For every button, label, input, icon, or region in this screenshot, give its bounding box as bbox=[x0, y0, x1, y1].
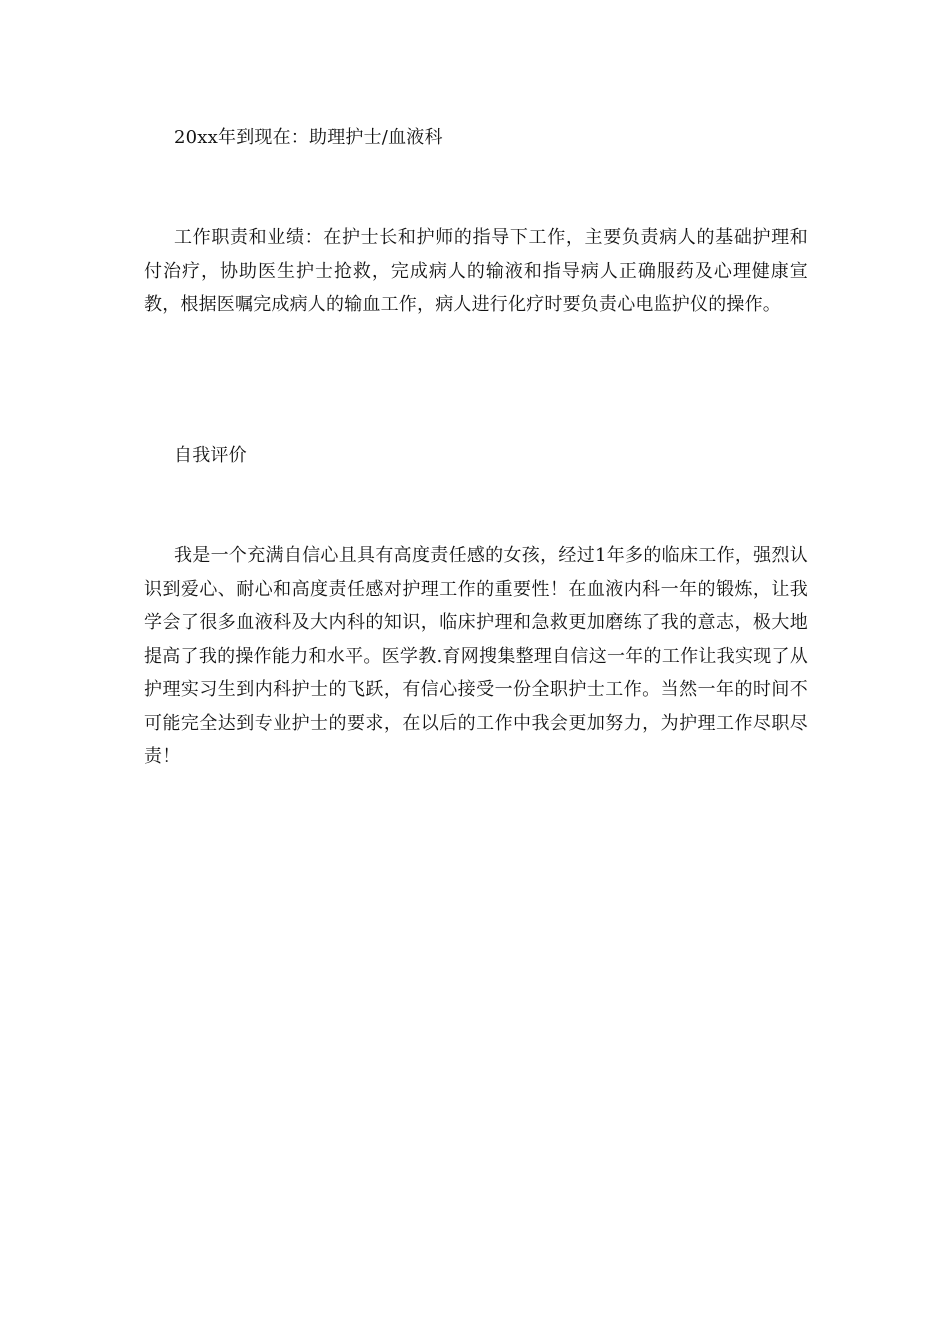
self-eval-heading: 自我评价 bbox=[174, 445, 247, 466]
duties-paragraph: 工作职责和业绩：在护士长和护师的指导下工作，主要负责病人的基础护理和付治疗，协助医生护士抢救，完成病人的输液和指导病人正确服药及心理健康宣教，根据医嘱完成病人的输血工作，病人进行化疗时要负责心电监护仪的操作。 bbox=[144, 227, 808, 315]
work-period-line: 20xx年到现在：助理护士/血液科 bbox=[174, 127, 443, 148]
self-eval-paragraph: 我是一个充满自信心且具有高度责任感的女孩，经过1年多的临床工作，强烈认识到爱心、耐心和高度责任感对护理工作的重要性！在血液内科一年的锻炼，让我学会了很多血液科及大内科的知识，临床护理和急救更加磨练了我的意志，极大地提高了我的操作能力和水平。医学教.育网搜集整理自信这一年的工作让我实现了从护理实习生到内科护士的飞跃，有信心接受一份全职护士工作。当然一年的时间不可能完全达到专业护士的要求，在以后的工作中我会更加努力，为护理工作尽职尽责！ bbox=[144, 545, 808, 767]
